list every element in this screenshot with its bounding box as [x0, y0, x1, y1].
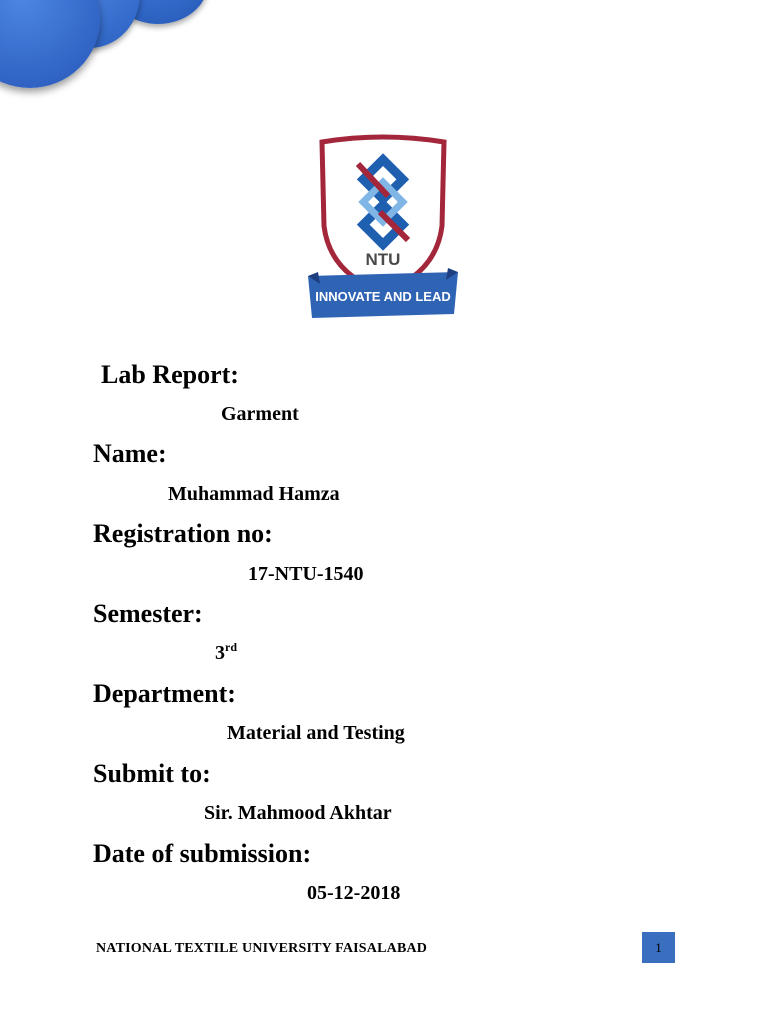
submit-to-heading: Submit to:	[93, 759, 211, 788]
semester-ordinal-suffix: rd	[225, 640, 237, 654]
semester-heading: Semester:	[93, 599, 203, 628]
logo-emblem-text: NTU	[365, 250, 401, 269]
registration-value: 17-NTU-1540	[248, 563, 364, 585]
lab-report-heading: Lab Report:	[101, 360, 239, 389]
lab-report-value: Garment	[221, 403, 299, 425]
footer-university-name: NATIONAL TEXTILE UNIVERSITY FAISALABAD	[96, 941, 428, 956]
name-heading: Name:	[93, 439, 167, 468]
semester-value	[215, 640, 237, 664]
semester-number: 3	[215, 642, 225, 664]
submit-to-value: Sir. Mahmood Akhtar	[204, 802, 392, 824]
date-of-submission-value: 05-12-2018	[307, 882, 401, 904]
registration-heading: Registration no:	[93, 519, 273, 548]
page-number: 1	[642, 932, 675, 963]
date-of-submission-heading: Date of submission:	[93, 839, 312, 868]
department-value: Material and Testing	[227, 722, 405, 744]
ntu-logo	[308, 134, 458, 324]
name-value: Muhammad Hamza	[168, 483, 340, 505]
decorative-circle-left	[0, 0, 100, 88]
logo-ribbon-text: INNOVATE AND LEAD	[315, 289, 451, 304]
department-heading: Department:	[93, 679, 236, 708]
